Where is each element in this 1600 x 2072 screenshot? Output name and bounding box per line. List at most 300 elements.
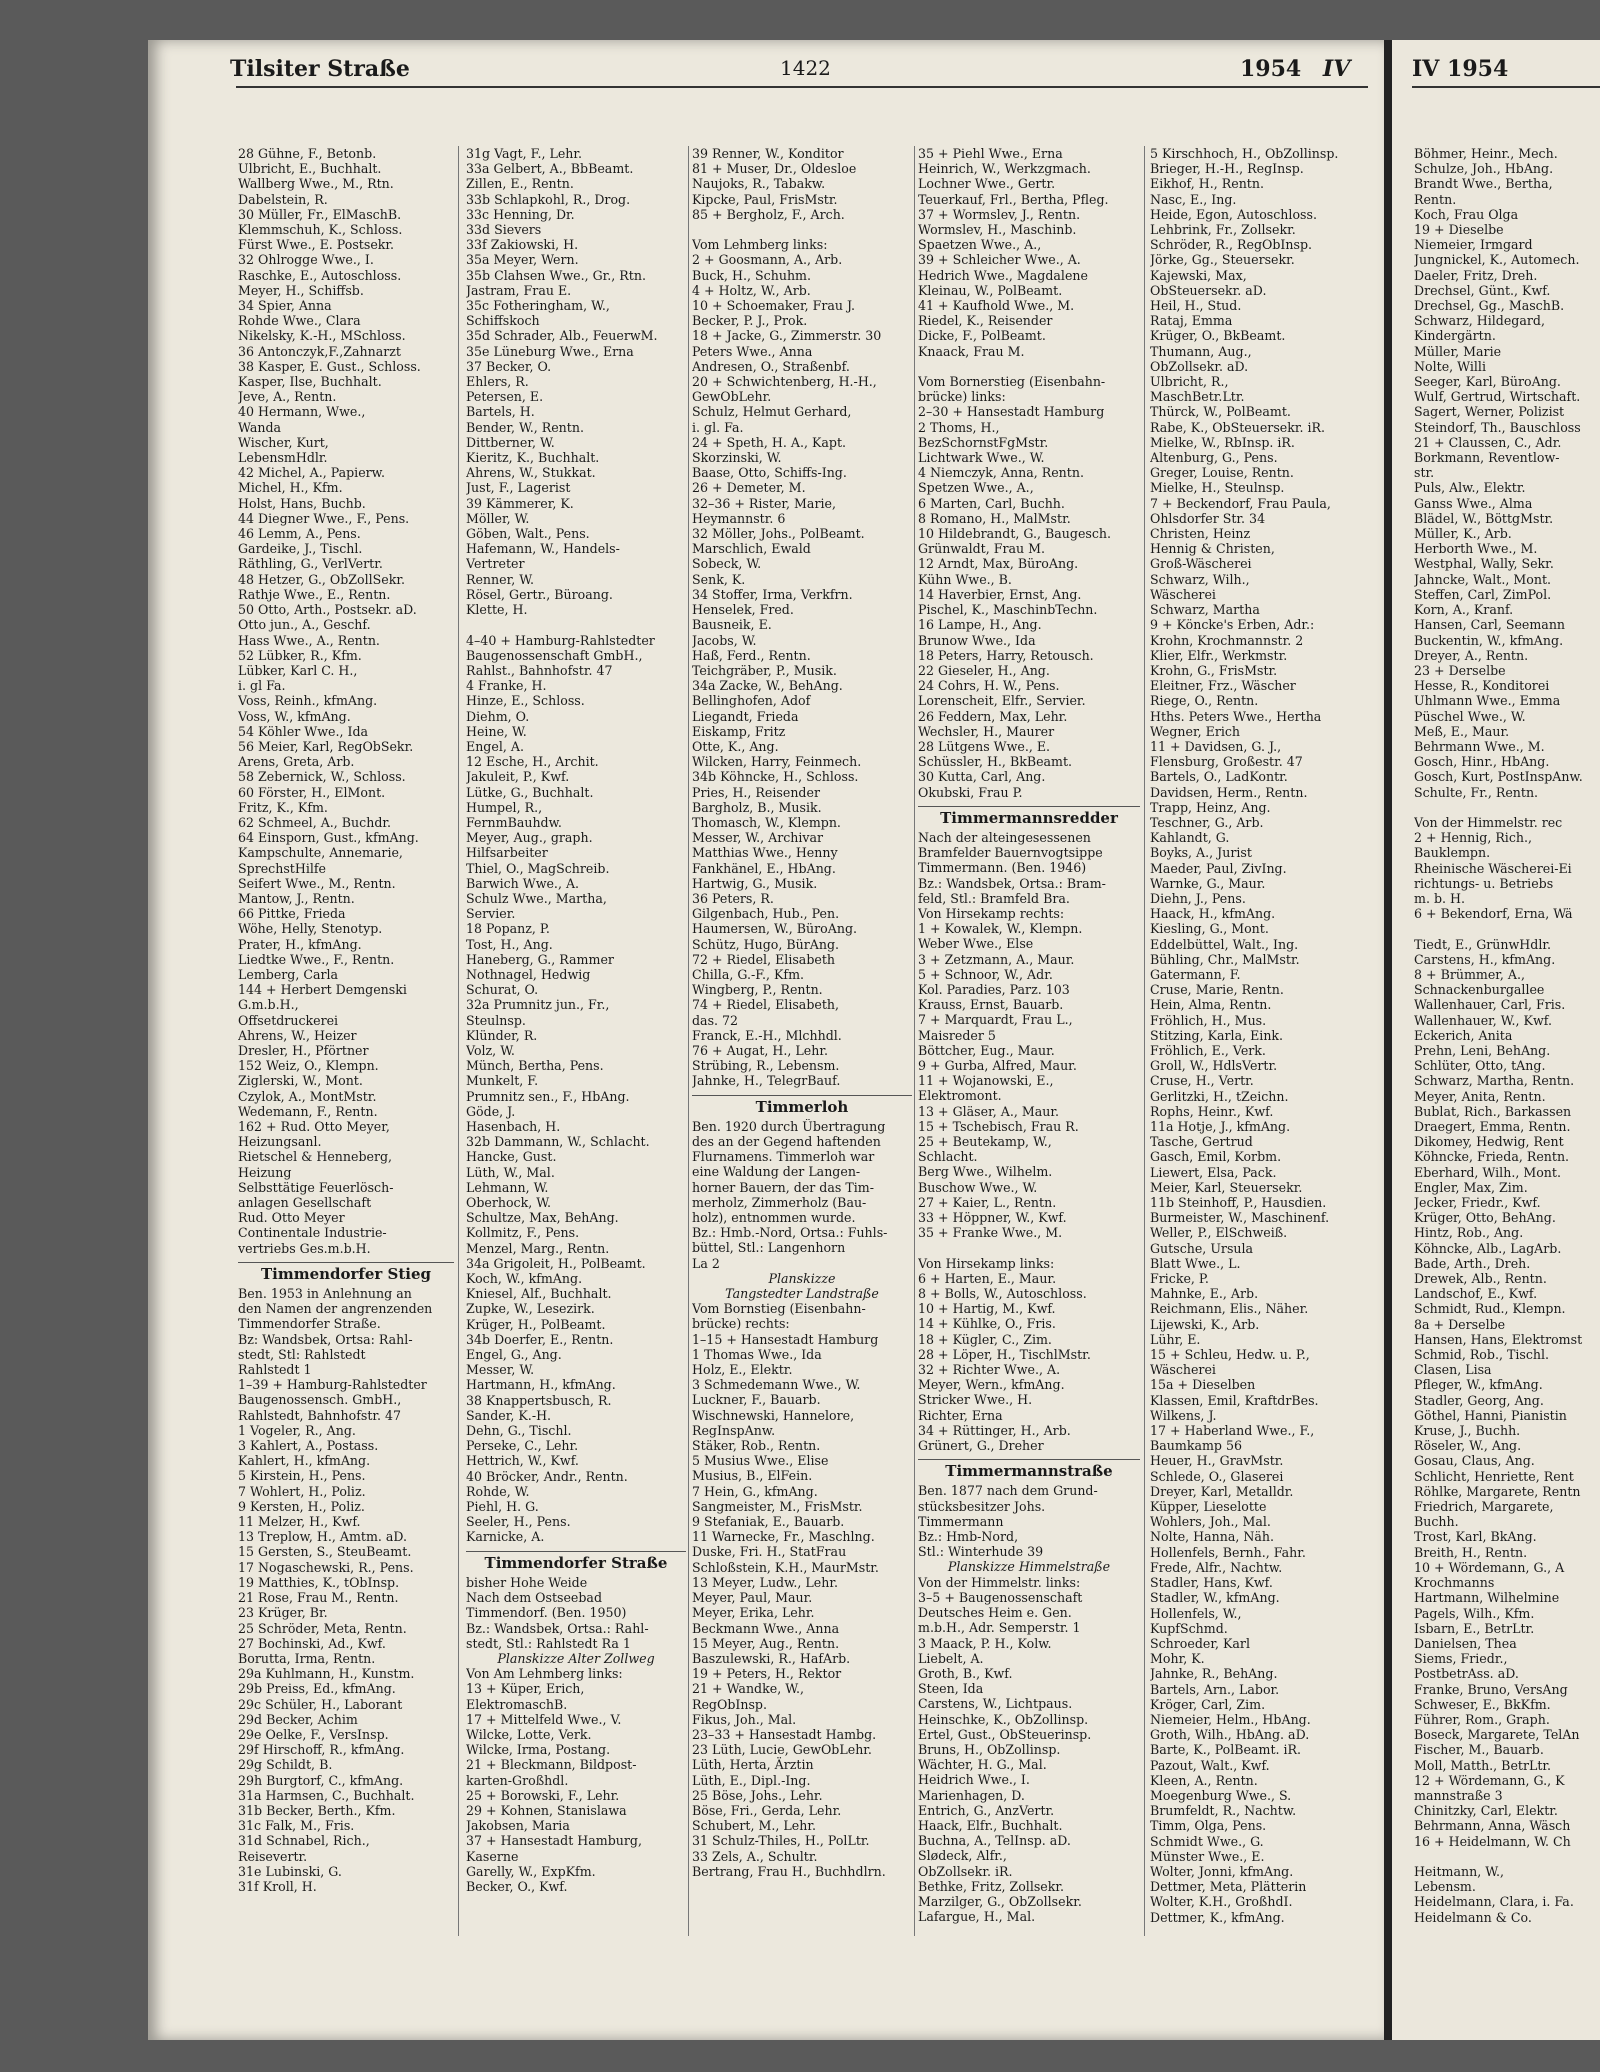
directory-entry: 33 Zels, A., Schultr. — [692, 1848, 818, 1864]
directory-entry: Hafemann, W., Handels- — [466, 541, 620, 557]
directory-column-1 — [238, 146, 454, 1946]
directory-entry: 1–15 + Hansestadt Hamburg — [692, 1331, 879, 1347]
directory-entry: Engel, G., Ang. — [466, 1347, 562, 1363]
directory-entry: Barte, K., PolBeamt. iR. — [1150, 1742, 1302, 1758]
directory-entry: 13 + Gläser, A., Maur. — [918, 1103, 1059, 1119]
directory-entry: Kühn Wwe., B. — [918, 571, 1012, 587]
directory-entry: 3 Schmedemann Wwe., W. — [692, 1377, 861, 1393]
directory-entry: Luckner, F., Bauarb. — [692, 1392, 821, 1408]
directory-entry: Von Am Lehmberg links: — [466, 1666, 623, 1682]
directory-entry: Stadler, W., kfmAng. — [1150, 1590, 1280, 1606]
directory-entry: Böse, Fri., Gerda, Lehr. — [692, 1802, 842, 1818]
directory-entry: Vom Lehmberg links: — [692, 237, 828, 253]
directory-entry: Fankhänel, E., HbAng. — [692, 860, 836, 876]
directory-entry: 11 + Wojanowski, E., — [918, 1073, 1054, 1089]
directory-entry: Kruse, J., Buchh. — [1414, 1423, 1521, 1439]
directory-entry: 36 Antonczyk,F.,Zahnarzt — [238, 343, 401, 359]
directory-entry: Seifert Wwe., M., Rentn. — [238, 875, 396, 891]
directory-entry: Lebensm. — [1414, 1879, 1476, 1895]
directory-entry: Nasc, E., Ing. — [1150, 191, 1237, 207]
directory-entry: Hartmann, Wilhelmine — [1414, 1590, 1560, 1606]
directory-column-2 — [466, 146, 686, 1946]
directory-entry: 13 + Küper, Erich, — [466, 1681, 585, 1697]
directory-entry: Wäscherei — [1150, 586, 1216, 602]
directory-entry: 29h Burgtorf, C., kfmAng. — [238, 1772, 404, 1788]
directory-entry: Führer, Rom., Graph. — [1414, 1711, 1550, 1727]
directory-entry: Steffen, Carl, ZimPol. — [1414, 586, 1552, 602]
directory-entry: Carstens, W., Lichtpaus. — [918, 1696, 1073, 1712]
directory-entry: Köhncke, Alb., LagArb. — [1414, 1240, 1562, 1256]
directory-entry: Meyer, Paul, Maur. — [692, 1590, 813, 1606]
directory-entry: Lüth, W., Mal. — [466, 1164, 555, 1180]
directory-entry: Klassen, Emil, KraftdrBes. — [1150, 1392, 1319, 1408]
directory-entry: Draegert, Emma, Rentn. — [1414, 1119, 1571, 1134]
directory-entry: 2–30 + Hansestadt Hamburg — [918, 404, 1105, 420]
directory-entry: Wallberg Wwe., M., Rtn. — [238, 176, 394, 192]
directory-entry: Meyer, Anita, Rentn. — [1414, 1088, 1546, 1104]
directory-entry: Steen, Ida — [918, 1681, 984, 1697]
directory-entry: 24 + Speth, H. A., Kapt. — [692, 434, 847, 450]
directory-entry: BezSchornstFgMstr. — [918, 434, 1049, 450]
directory-entry: Otto jun., A., Geschf. — [238, 617, 371, 633]
directory-entry: Jahnke, R., BehAng. — [1150, 1666, 1278, 1682]
directory-entry: Offsetdruckerei — [238, 1012, 339, 1028]
directory-entry: Gasch, Emil, Korbm. — [1150, 1149, 1282, 1165]
directory-entry: Münster Wwe., E. — [1150, 1848, 1265, 1864]
directory-entry: 14 Haverbier, Ernst, Ang. — [918, 586, 1082, 602]
directory-entry: Messer, W. — [466, 1362, 535, 1378]
directory-entry: Engler, Max, Zim. — [1414, 1179, 1528, 1195]
directory-entry: Wäscherei — [1150, 1362, 1216, 1378]
directory-entry: 48 Hetzer, G., ObZollSekr. — [238, 571, 406, 587]
directory-entry: 29e Oelke, F., VersInsp. — [238, 1726, 389, 1742]
directory-entry: Lorenscheit, Elfr., Servier. — [918, 693, 1086, 709]
directory-entry: FernmBauhdw. — [466, 814, 562, 830]
directory-entry: 11 Warnecke, Fr., Maschlng. — [692, 1529, 875, 1545]
directory-entry: Meyer, H., Schiffsb. — [238, 282, 364, 298]
directory-entry: Hedrich Wwe., Magdalene — [918, 267, 1088, 283]
directory-entry: Schwarz, Wilh., — [1150, 571, 1250, 587]
directory-entry: Fritz, K., Kfm. — [238, 799, 328, 815]
directory-entry: Heidelmann & Co. — [1414, 1909, 1532, 1925]
directory-entry: Buchna, A., TelInsp. aD. — [918, 1833, 1071, 1849]
directory-entry: 25 Schröder, Meta, Rentn. — [238, 1620, 407, 1636]
directory-entry: Steindorf, Th., Bauschloss — [1414, 419, 1581, 435]
directory-entry: Mielke, W., RbInsp. iR. — [1150, 434, 1295, 450]
directory-entry: Wormslev, H., Maschinb. — [918, 222, 1077, 238]
directory-entry: Klemmschuh, K., Schloss. — [238, 222, 403, 238]
directory-entry: Chilla, G.-F., Kfm. — [692, 966, 805, 982]
directory-entry: Bruns, H., ObZollinsp. — [918, 1741, 1061, 1757]
directory-entry: Otte, K., Ang. — [692, 738, 779, 754]
directory-entry: Bethke, Fritz, Zollsekr. — [918, 1878, 1065, 1894]
directory-entry: Jahncke, Walt., Mont. — [1414, 571, 1552, 587]
directory-entry: 27 Bochinski, Ad., Kwf. — [238, 1635, 386, 1651]
directory-entry: merholz, Zimmerholz (Bau- — [692, 1194, 867, 1210]
directory-entry: 8 Romano, H., MalMstr. — [918, 510, 1071, 526]
directory-entry: RegObInsp. — [692, 1696, 767, 1712]
directory-entry: Dicke, F., PolBeamt. — [918, 328, 1046, 344]
directory-entry: Trost, Karl, BkAng. — [1414, 1529, 1537, 1545]
directory-entry: Stricker Wwe., H. — [918, 1392, 1033, 1408]
directory-entry: 23–33 + Hansestadt Hambg. — [692, 1726, 877, 1742]
directory-entry: Schröder, R., RegObInsp. — [1150, 237, 1313, 253]
directory-entry: Groß-Wäscherei — [1150, 556, 1252, 572]
directory-entry: Stadler, Hans, Kwf. — [1150, 1575, 1273, 1591]
directory-entry: Fikus, Joh., Mal. — [692, 1711, 797, 1727]
directory-entry: Bausneik, E. — [692, 617, 772, 633]
directory-entry: Franck, E.-H., Mlchhdl. — [692, 1027, 842, 1043]
directory-entry: 39 Kämmerer, K. — [466, 495, 574, 511]
directory-entry: Brunow Wwe., Ida — [918, 632, 1036, 648]
directory-entry: 152 Weiz, O., Klempn. — [238, 1058, 379, 1074]
directory-entry: Thumann, Aug., — [1150, 343, 1252, 359]
directory-entry: 38 Knappertsbusch, R. — [466, 1392, 612, 1408]
directory-entry: Zupke, W., Lesezirk. — [466, 1301, 595, 1317]
directory-entry: horner Bauern, der das Tim- — [692, 1179, 874, 1195]
directory-entry: Bühling, Chr., MalMstr. — [1150, 951, 1300, 967]
directory-entry: Von Hirsekamp links: — [918, 1255, 1055, 1271]
directory-entry: Flensburg, Großestr. 47 — [1150, 754, 1303, 770]
directory-entry: Rohde Wwe., Clara — [238, 313, 361, 329]
map-reference-note: Planskizze — [768, 1270, 836, 1286]
directory-entry: Behrmann Wwe., M. — [1414, 738, 1545, 754]
directory-entry: 19 Matthies, K., tObInsp. — [238, 1574, 400, 1590]
directory-entry: Räthling, G., VerlVertr. — [238, 556, 383, 572]
directory-entry: 35d Schrader, Alb., FeuerwM. — [466, 328, 658, 344]
directory-entry: Gutsche, Ursula — [1150, 1240, 1254, 1256]
directory-entry: Grünwaldt, Frau M. — [918, 541, 1046, 557]
directory-entry: vertriebs Ges.m.b.H. — [238, 1240, 371, 1256]
directory-entry: Dettmer, K., kfmAng. — [1150, 1909, 1285, 1925]
directory-entry: 7 + Marquardt, Frau L., — [918, 1012, 1073, 1028]
directory-entry: Wohlers, Joh., Mal. — [1150, 1514, 1271, 1530]
directory-entry: Wegner, Erich — [1150, 723, 1241, 739]
directory-entry: Marienhagen, D. — [918, 1787, 1025, 1803]
directory-column-5 — [1150, 146, 1376, 1946]
directory-entry: Baugenossenschaft GmbH., — [466, 647, 643, 663]
directory-entry: Schiffskoch — [466, 313, 540, 329]
directory-entry: Krauss, Ernst, Bauarb. — [918, 997, 1064, 1013]
directory-entry: Slødeck, Alfr., — [918, 1848, 1007, 1864]
directory-entry: Sagert, Werner, Polizist — [1414, 404, 1565, 420]
directory-entry: 29 + Kohnen, Stanislawa — [466, 1802, 627, 1818]
directory-entry: Gardeike, J., Tischl. — [238, 541, 363, 557]
directory-entry: Schulz, Helmut Gerhard, — [692, 404, 852, 420]
directory-entry: Nolte, Willi — [1414, 358, 1486, 374]
column-divider — [688, 146, 689, 1936]
directory-entry: Bz.: Wandsbek, Ortsa.: Rahl- — [466, 1620, 649, 1636]
directory-entry: Kleinau, W., PolBeamt. — [918, 282, 1063, 298]
directory-entry: Timm, Olga, Pens. — [1150, 1818, 1267, 1834]
book-gutter — [1384, 40, 1392, 2040]
directory-entry: Reichmann, Elis., Näher. — [1150, 1301, 1309, 1317]
directory-entry: Berg Wwe., Wilhelm. — [918, 1164, 1053, 1180]
directory-entry: Schultze, Max, BehAng. — [466, 1210, 619, 1226]
year-section-header — [1240, 56, 1350, 82]
directory-entry: 23 + Derselbe — [1414, 662, 1506, 678]
directory-entry: Strübing, R., Lebensm. — [692, 1058, 840, 1074]
directory-entry: Bz: Wandsbek, Ortsa: Rahl- — [238, 1331, 413, 1347]
directory-entry: Teschner, G., Arb. — [1150, 814, 1264, 830]
directory-entry: 38 Kasper, E. Gust., Schloss. — [238, 358, 421, 374]
directory-entry: Rösel, Gertr., Büroang. — [466, 586, 613, 602]
directory-entry: Haack, H., kfmAng. — [1150, 906, 1276, 922]
directory-entry: Meyer, Wern., kfmAng. — [918, 1377, 1065, 1393]
directory-entry: Dreyer, A., Rentn. — [1414, 647, 1529, 663]
directory-entry: Fischer, M., Bauarb. — [1414, 1742, 1544, 1758]
directory-entry: Nolte, Hanna, Näh. — [1150, 1529, 1275, 1545]
directory-entry — [466, 617, 686, 632]
directory-entry: Michel, H., Kfm. — [238, 480, 343, 496]
directory-entry: 6 + Bekendorf, Erna, Wä — [1414, 906, 1573, 922]
directory-entry: 5 Musius Wwe., Elise — [692, 1453, 829, 1469]
directory-entry: Rataj, Emma — [1150, 313, 1233, 329]
directory-entry: Niemeier, Irmgard — [1414, 237, 1533, 253]
directory-entry: 5 + Schnoor, W., Adr. — [918, 966, 1053, 982]
directory-entry: 50 Otto, Arth., Postsekr. aD. — [238, 602, 417, 618]
directory-entry: Sangmeister, M., FrisMstr. — [692, 1498, 863, 1514]
directory-entry: 10 + Schoemaker, Frau J. — [692, 298, 856, 314]
directory-entry: 13 Meyer, Ludw., Lehr. — [692, 1574, 838, 1590]
directory-entry: Timmendorf. (Ben. 1950) — [466, 1605, 627, 1621]
directory-entry: Just, F., Lagerist — [466, 480, 571, 496]
directory-entry: 29b Preiss, Ed., kfmAng. — [238, 1681, 396, 1697]
directory-entry: 1 + Kowalek, W., Klempn. — [918, 921, 1083, 937]
directory-entry: Wanda — [238, 419, 282, 435]
directory-entry: Henselek, Fred. — [692, 602, 794, 618]
directory-entry: Boseck, Margarete, TelAn — [1414, 1727, 1580, 1743]
directory-entry: 7 + Beckendorf, Frau Paula, — [1150, 495, 1331, 511]
directory-entry: 37 Becker, O. — [466, 358, 552, 374]
directory-entry: 11b Steinhoff, P., Hausdien. — [1150, 1195, 1327, 1211]
directory-entry: 2 + Hennig, Rich., — [1414, 830, 1533, 846]
directory-entry: Servier. — [466, 906, 516, 922]
directory-entry: Schroeder, Karl — [1150, 1635, 1250, 1651]
directory-entry: Ben. 1953 in Anlehnung an — [238, 1286, 412, 1302]
directory-entry: Jecker, Friedr., Kwf. — [1414, 1195, 1541, 1211]
directory-entry: 10 Hildebrandt, G., Baugesch. — [918, 526, 1112, 542]
directory-entry: Ehlers, R. — [466, 374, 529, 390]
directory-entry: 85 + Bergholz, F., Arch. — [692, 206, 845, 222]
directory-entry: Schulte, Fr., Rentn. — [1414, 784, 1539, 800]
directory-entry: Baase, Otto, Schiffs-Ing. — [692, 465, 847, 481]
directory-entry: Duske, Fri. H., StatFrau — [692, 1544, 847, 1560]
directory-entry: Matthias Wwe., Henny — [692, 845, 838, 861]
directory-entry: GewObLehr. — [692, 389, 772, 405]
directory-entry: Dehn, G., Tischl. — [466, 1423, 572, 1439]
directory-entry: 31 Schulz-Thiles, H., PolLtr. — [692, 1833, 870, 1849]
directory-entry: 35 + Piehl Wwe., Erna — [918, 146, 1063, 161]
directory-entry: brücke) links: — [918, 389, 1006, 405]
directory-entry: Buchh. — [1414, 1514, 1459, 1530]
directory-entry: Krochmanns — [1414, 1575, 1495, 1591]
directory-entry: Mohr, K. — [1150, 1651, 1205, 1667]
directory-entry: Christen, Heinz — [1150, 526, 1251, 542]
directory-entry: Hintz, Rob., Ang. — [1414, 1225, 1524, 1241]
directory-entry: Müller, Marie — [1414, 343, 1502, 359]
directory-entry: 10 + Hartig, M., Kwf. — [918, 1301, 1056, 1317]
directory-entry: Mantow, J., Rentn. — [238, 890, 355, 906]
directory-entry: Munkelt, F. — [466, 1073, 539, 1089]
directory-entry: 31c Falk, M., Fris. — [238, 1818, 355, 1834]
directory-entry: Küpper, Lieselotte — [1150, 1499, 1267, 1515]
directory-entry: Eddelbüttel, Walt., Ing. — [1150, 936, 1299, 952]
directory-entry: Wedemann, F., Rentn. — [238, 1103, 378, 1119]
directory-entry: 2 + Goosmann, A., Arb. — [692, 252, 843, 268]
directory-entry: Ziglerski, W., Mont. — [238, 1073, 363, 1089]
directory-entry: Hennig & Christen, — [1150, 541, 1275, 557]
directory-entry: karten-Großhdl. — [466, 1772, 569, 1788]
directory-entry: Kindergärtn. — [1414, 328, 1496, 344]
directory-entry: Becker, P. J., Prok. — [692, 313, 808, 329]
directory-entry: 9 Kersten, H., Poliz. — [238, 1498, 365, 1514]
directory-entry: Wallenhauer, Carl, Fris. — [1414, 997, 1566, 1013]
directory-entry: Hasenbach, H. — [466, 1119, 561, 1134]
directory-entry: 34 + Rüttinger, H., Arb. — [918, 1422, 1071, 1438]
directory-entry: Drechsel, Gg., MaschB. — [1414, 298, 1565, 314]
directory-entry: Heizung — [238, 1164, 292, 1180]
directory-entry: Lehmann, W. — [466, 1179, 549, 1195]
directory-entry: 60 Förster, H., ElMont. — [238, 784, 386, 800]
column-divider — [914, 146, 915, 1936]
directory-entry: Richter, Erna — [918, 1407, 1003, 1423]
directory-entry: Schmidt, Rud., Klempn. — [1414, 1301, 1566, 1317]
directory-entry: 4–40 + Hamburg-Rahlstedter — [466, 632, 655, 648]
directory-entry: Clasen, Lisa — [1414, 1362, 1492, 1378]
directory-entry: Wilcken, Harry, Feinmech. — [692, 754, 862, 770]
directory-entry: 31f Kroll, H. — [238, 1878, 317, 1894]
directory-entry: 1 Thomas Wwe., Ida — [692, 1346, 822, 1362]
directory-entry: Niemeier, Helm., HbAng. — [1150, 1711, 1311, 1727]
directory-entry: Kasper, Ilse, Buchhalt. — [238, 374, 382, 390]
directory-entry: 7 Hein, G., kfmAng. — [692, 1483, 818, 1499]
directory-entry: Liegandt, Frieda — [692, 708, 799, 724]
directory-entry: RegInspAnw. — [692, 1422, 776, 1438]
directory-entry: Haumersen, W., BüroAng. — [692, 921, 858, 937]
directory-entry: Garelly, W., ExpKfm. — [466, 1863, 596, 1879]
directory-entry: 74 + Riedel, Elisabeth, — [692, 997, 840, 1013]
directory-entry: 15 + Schleu, Hedw. u. P., — [1150, 1347, 1310, 1363]
directory-entry: Danielsen, Thea — [1414, 1635, 1517, 1651]
directory-entry: Rietschel & Henneberg, — [238, 1149, 393, 1165]
directory-entry: Liedtke Wwe., F., Rentn. — [238, 951, 395, 967]
directory-entry: Bz.: Hmb.-Nord, Ortsa.: Fuhls- — [692, 1225, 888, 1241]
directory-entry: Mahnke, E., Arb. — [1150, 1286, 1259, 1302]
directory-entry: feld, Stl.: Bramfeld Bra. — [918, 890, 1070, 906]
directory-entry: 7 Wohlert, H., Poliz. — [238, 1483, 366, 1499]
directory-entry: 1 Vogeler, R., Ang. — [238, 1422, 356, 1438]
directory-entry: Haack, Elfr., Buchhalt. — [918, 1817, 1063, 1833]
directory-entry: Vertreter — [466, 556, 525, 572]
directory-entry: La 2 — [692, 1255, 720, 1271]
directory-entry: Dabelstein, R. — [238, 191, 328, 207]
directory-entry: Andresen, O., Straßenbf. — [692, 358, 850, 374]
directory-entry: 29d Becker, Achim — [238, 1711, 358, 1727]
directory-entry: Tiedt, E., GrünwHdlr. — [1414, 936, 1552, 952]
directory-entry: Seeler, H., Pens. — [466, 1514, 571, 1530]
directory-entry: Schulz Wwe., Martha, — [466, 890, 607, 906]
directory-entry: brücke) rechts: — [692, 1316, 790, 1332]
directory-entry: Püschel Wwe., W. — [1414, 708, 1526, 724]
directory-entry: 28 + Löper, H., TischlMstr. — [918, 1346, 1091, 1362]
directory-entry: Skorzinski, W. — [692, 450, 782, 466]
directory-entry — [918, 1240, 1140, 1255]
directory-entry: 26 + Demeter, M. — [692, 480, 806, 496]
directory-entry: MaschBetr.Ltr. — [1150, 389, 1245, 405]
directory-entry: Blatt Wwe., L. — [1150, 1255, 1241, 1271]
directory-entry: Holz, E., Elektr. — [692, 1362, 793, 1378]
directory-entry: Kaserne — [466, 1848, 519, 1864]
directory-column-3 — [692, 146, 912, 1946]
directory-entry: 11 Melzer, H., Kwf. — [238, 1514, 361, 1530]
directory-entry: richtungs- u. Betriebs — [1414, 875, 1554, 891]
directory-entry: 12 + Wördemann, G., K — [1414, 1772, 1565, 1788]
directory-entry: Heizungsanl. — [238, 1134, 322, 1150]
directory-entry: Sobeck, W. — [692, 556, 762, 572]
directory-entry: Okubski, Frau P. — [918, 784, 1023, 800]
directory-entry: 9 + Köncke's Erben, Adr.: — [1150, 617, 1315, 633]
directory-entry: Naujoks, R., Tabakw. — [692, 176, 826, 192]
directory-entry: Gosau, Claus, Ang. — [1414, 1453, 1535, 1469]
directory-entry: ObSteuersekr. aD. — [1150, 282, 1267, 298]
directory-entry: Hancke, Gust. — [466, 1149, 557, 1165]
directory-entry: 30 Müller, Fr., ElMaschB. — [238, 206, 402, 222]
directory-column-4 — [918, 146, 1140, 1946]
directory-entry: Engel, A. — [466, 738, 524, 754]
directory-entry: Heine, W. — [466, 723, 527, 739]
directory-entry: Dikomey, Hedwig, Rent — [1414, 1134, 1564, 1150]
directory-entry: Cruse, Marie, Rentn. — [1150, 982, 1284, 998]
directory-entry: Dettmer, Meta, Plätterin — [1150, 1879, 1307, 1895]
directory-entry: 54 Köhler Wwe., Ida — [238, 723, 369, 739]
directory-entry: 72 + Riedel, Elisabeth — [692, 951, 836, 967]
directory-entry: 39 Renner, W., Konditor — [692, 146, 844, 161]
directory-entry: 5 Kirschhoch, H., ObZollinsp. — [1150, 146, 1339, 161]
directory-entry: 35a Meyer, Wern. — [466, 252, 579, 268]
directory-entry: Wischnewski, Hannelore, — [692, 1407, 855, 1423]
directory-entry: Rophs, Heinr., Kwf. — [1150, 1103, 1274, 1119]
directory-entry: Tasche, Gertrud — [1150, 1134, 1253, 1150]
directory-entry: Gatermann, F. — [1150, 966, 1241, 982]
directory-entry: 9 + Gurba, Alfred, Maur. — [918, 1057, 1077, 1073]
directory-entry: Groth, B., Kwf. — [918, 1665, 1013, 1681]
directory-entry: Elektromont. — [918, 1088, 1002, 1104]
directory-entry: Fürst Wwe., E. Postsekr. — [238, 237, 395, 253]
directory-entry: Prehn, Leni, BehAng. — [1414, 1042, 1551, 1058]
directory-entry: Piehl, H. G. — [466, 1499, 539, 1515]
street-section-heading: Timmerloh — [692, 1095, 912, 1115]
directory-entry: Bade, Arth., Dreh. — [1414, 1255, 1531, 1271]
directory-entry: Fröhlich, E., Verk. — [1150, 1042, 1266, 1058]
directory-entry: Stl.: Winterhude 39 — [918, 1544, 1044, 1560]
directory-entry: Lübker, Karl C. H., — [238, 662, 358, 678]
directory-entry: Jahnke, H., TelegrBauf. — [692, 1073, 841, 1089]
facing-header-rule — [1412, 86, 1600, 88]
directory-entry: Thürck, W., PolBeamt. — [1150, 404, 1291, 420]
directory-entry: Isbarn, E., BetrLtr. — [1414, 1620, 1535, 1636]
directory-entry: Göde, J. — [466, 1103, 516, 1119]
directory-entry: Lemberg, Carla — [238, 966, 339, 982]
directory-entry: Bargholz, B., Musik. — [692, 799, 822, 815]
directory-entry: Gilgenbach, Hub., Pen. — [692, 906, 840, 922]
directory-entry: 36 Peters, R. — [692, 890, 774, 906]
directory-entry: Chinitzky, Carl, Elektr. — [1414, 1803, 1558, 1819]
directory-entry: 35e Lüneburg Wwe., Erna — [466, 343, 634, 359]
directory-entry: i. gl Fa. — [238, 678, 286, 694]
directory-entry: 8 + Brümmer, A., — [1414, 966, 1526, 982]
directory-entry: Rud. Otto Meyer — [238, 1210, 345, 1226]
